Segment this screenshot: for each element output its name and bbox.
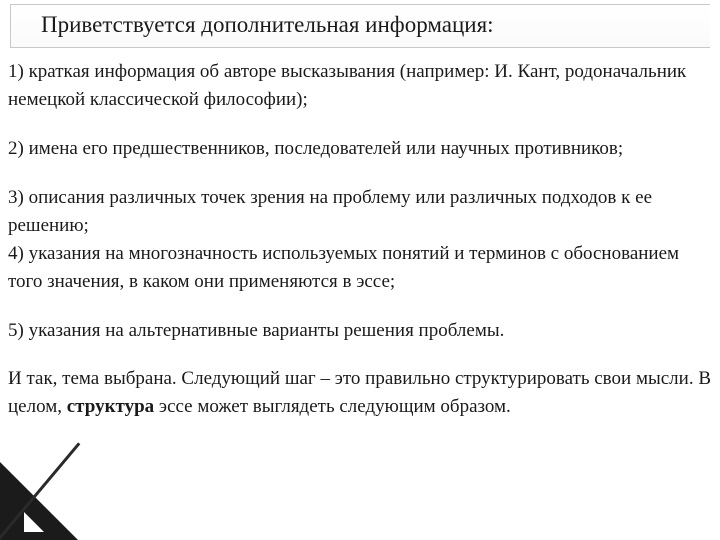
list-item-5: 5) указания на альтернативные варианты решения проблемы.: [8, 320, 505, 341]
slide-title-text: Приветствуется дополнительная информация:: [41, 12, 494, 37]
spacer: [8, 114, 714, 135]
list-item-3: 3) описания различных точек зрения на проблему или различных подходов к ее решению;: [8, 187, 653, 236]
corner-accent-cutout: [24, 512, 44, 532]
closing-text-2: эссе может выглядеть следующим образом.: [154, 396, 511, 417]
closing-bold-word: структура: [66, 396, 155, 417]
spacer: [8, 345, 714, 365]
list-item-2: 2) имена его предшественников, последователей или научных противников;: [8, 138, 624, 159]
closing-text-1: И так, тема выбрана. Следующий шаг – это правильно структурировать свои мысли. В целом,: [8, 368, 711, 417]
closing-paragraph: [8, 365, 714, 421]
spacer: [8, 296, 714, 317]
content-body: [8, 58, 714, 421]
spacer: [8, 163, 714, 184]
list-item-1: 1) краткая информация об авторе высказывания (например: И. Кант, родоначальник немецкой классической философии);: [8, 61, 687, 110]
slide-title: [10, 4, 710, 48]
list-item-4: 4) указания на многозначность используемых понятий и терминов с обоснованием того значения, в каком они применяются в эссе;: [8, 243, 680, 292]
